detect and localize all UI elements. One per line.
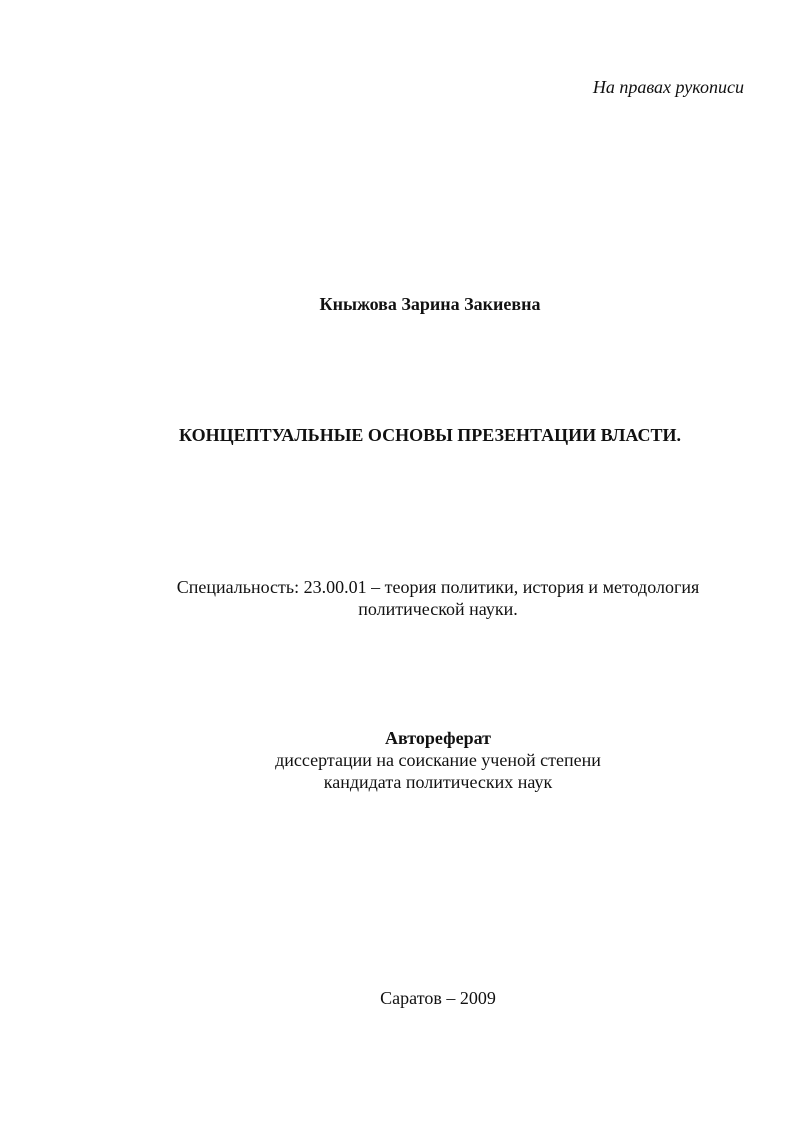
dissertation-title: КОНЦЕПТУАЛЬНЫЕ ОСНОВЫ ПРЕЗЕНТАЦИИ ВЛАСТИ. [179, 425, 681, 445]
specialty-line-1: Специальность: 23.00.01 – теория политики, история и методология [176, 577, 700, 597]
abstract-heading: Автореферат [385, 728, 491, 748]
specialty-line-2: политической науки. [358, 599, 518, 619]
abstract-line-2: кандидата политических наук [323, 772, 553, 792]
place-year: Саратов – 2009 [380, 988, 496, 1008]
author-name: Кныжова Зарина Закиевна [319, 294, 541, 314]
abstract-line-1: диссертации на соискание ученой степени [275, 750, 601, 770]
rights-notice: На правах рукописи [592, 77, 744, 97]
